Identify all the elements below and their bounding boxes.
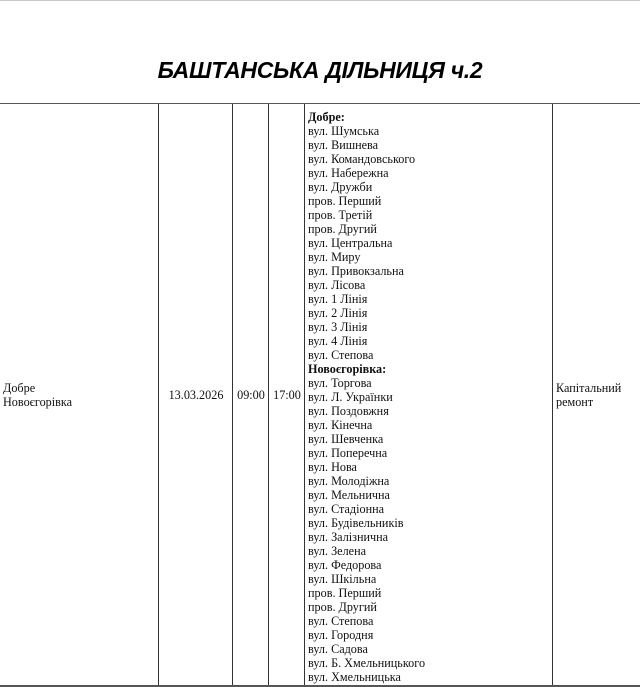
street-item: вул. Командовського: [308, 152, 416, 166]
page-title: БАШТАНСЬКА ДІЛЬНИЦЯ ч.2: [157, 57, 483, 83]
street-item: вул. Мельнична: [308, 488, 390, 502]
work-type-cell: [552, 104, 640, 685]
street-item: вул. Стадіонна: [308, 502, 385, 516]
street-item: пров. Перший: [308, 586, 382, 600]
street-item: вул. Шевченка: [308, 432, 384, 446]
street-item: вул. Кінечна: [308, 418, 373, 432]
street-item: вул. Поперечна: [308, 446, 388, 460]
start-time-value: 09:00: [237, 387, 265, 402]
street-item: вул. Б. Хмельницького: [308, 656, 426, 670]
street-item: вул. Нова: [308, 460, 357, 474]
group-header: Добре:: [308, 110, 345, 124]
group-header: Новоєгорівка:: [308, 362, 387, 376]
street-item: вул. Поздовжня: [308, 404, 389, 418]
street-item: вул. Степова: [308, 348, 374, 362]
street-item: вул. 4 Лінія: [308, 334, 368, 348]
street-item: пров. Другий: [308, 600, 377, 614]
street-item: вул. Молодіжна: [308, 474, 390, 488]
settlement-name: Новоєгорівка: [3, 394, 73, 409]
street-item: вул. Миру: [308, 250, 361, 264]
street-item: пров. Третій: [308, 208, 373, 222]
street-item: вул. Федорова: [308, 558, 382, 572]
streets-list: [308, 110, 425, 684]
street-item: вул. Залізнична: [308, 530, 389, 544]
street-item: вул. Центральна: [308, 236, 393, 250]
street-item: вул. Городня: [308, 628, 374, 642]
top-divider: [0, 0, 640, 1]
street-item: вул. Дружби: [308, 180, 373, 194]
street-item: вул. Привокзальна: [308, 264, 404, 278]
street-item: пров. Перший: [308, 194, 382, 208]
street-item: вул. 2 Лінія: [308, 306, 368, 320]
street-item: вул. 3 Лінія: [308, 320, 368, 334]
street-item: вул. Шумська: [308, 124, 380, 138]
street-item: вул. Набережна: [308, 166, 389, 180]
street-item: вул. Шкільна: [308, 572, 377, 586]
end-time-cell: [268, 104, 305, 685]
date-value: 13.03.2026: [168, 387, 224, 402]
settlement-name: Добре: [3, 380, 36, 395]
street-item: вул. Зелена: [308, 544, 367, 558]
street-item: вул. Будівельників: [308, 516, 404, 530]
street-item: вул. Л. Українки: [308, 390, 393, 404]
work-type-text: ремонт: [556, 394, 594, 409]
streets-cell: [304, 104, 553, 685]
street-item: вул. Хмельницька: [308, 670, 401, 684]
street-item: вул. Вишнева: [308, 138, 379, 152]
end-time-value: 17:00: [273, 387, 301, 402]
street-item: вул. Степова: [308, 614, 374, 628]
settlement-cell: [0, 104, 158, 685]
outage-table: [0, 103, 640, 687]
date-cell: [158, 104, 233, 685]
street-item: вул. Торгова: [308, 376, 372, 390]
work-type-text: Капітальний: [556, 380, 622, 395]
street-item: вул. Лісова: [308, 278, 366, 292]
street-item: вул. Садова: [308, 642, 368, 656]
start-time-cell: [232, 104, 269, 685]
street-item: вул. 1 Лінія: [308, 292, 368, 306]
street-item: пров. Другий: [308, 222, 377, 236]
